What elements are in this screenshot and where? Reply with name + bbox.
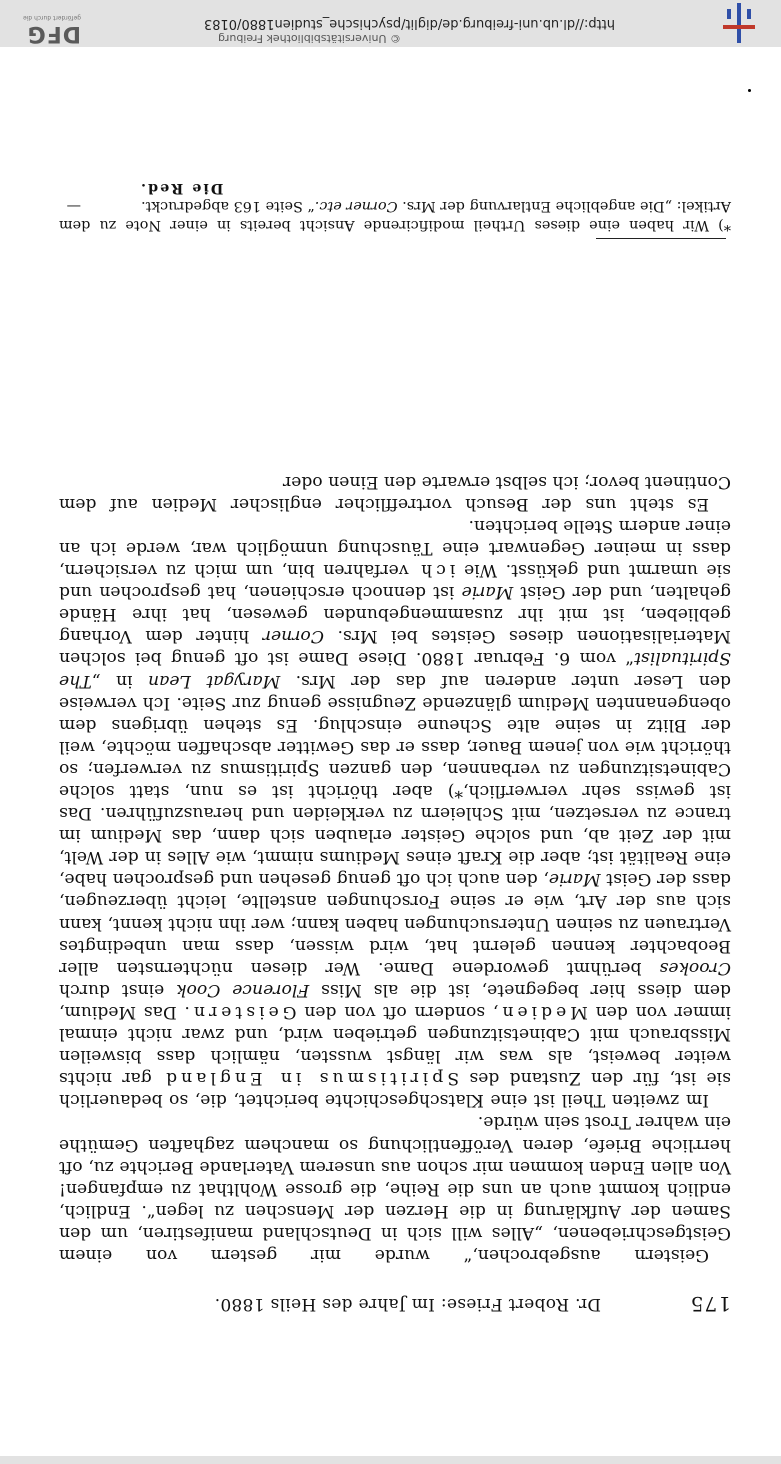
source-url-link[interactable]: http://dl.ub.uni-freiburg.de/diglit/psychische_studien1880/0183 (203, 16, 615, 31)
text-run: , den auch ich oft genug gesehen und gesprochen habe, eine Realität ist; aber die Kraft eines Mediums nimmt, wie Alles in der Welt, mit der Zeit ab, und solche Geister erlauben sich dann, das Medium im trance zu versetzen, mit Schleiern zu verkleiden und herauszuführen. Das ist gewiss sehr verwerflich,*) aber thöricht ist es nun, statt solche Cabinetsitzungen zu verbannen, den ganzen Spiritismus zu verwerfen; so thöricht wie von jenem Bauer, dass er das Gewitter abschaffen möchte, weil der Blitz in seine alte Scheune einschlug. Es stehen übrigens dem obengenannten Medium glänzende Zeugnisse genug zur Seite. Ich verweise den Leser unter anderen auf das der Mrs. (59, 670, 731, 890)
running-head (85, 1286, 731, 1316)
footnote (59, 179, 731, 235)
footnote-italic: Corner etc. (314, 198, 398, 215)
spaced-text: Geistern (189, 1001, 297, 1022)
italic-text: Marie (461, 582, 514, 603)
spaced-text: Medien (498, 1001, 588, 1022)
text-run: einst durch (59, 979, 177, 1000)
ub-freiburg-logo-icon (719, 3, 759, 43)
text-run: , sondern oft von den (296, 1001, 499, 1022)
spaced-text: Spiritismus in England (162, 1068, 460, 1089)
spaced-text: ich (417, 560, 456, 581)
footnote-text-end: “ Seite 163 abgedruckt. (141, 198, 315, 215)
text-run: hinter dem Vorhang geblieben, ist mit ihr zusammengebunden gewesen, hat ihre Hände gehalten, und der Geist (58, 582, 731, 647)
running-title: Dr. Robert Friese: Im Jahre des Heils 1880. (214, 1294, 601, 1314)
italic-text: Marie (548, 869, 601, 890)
text-run: Geistern ausgebrochen,“ wurde mir gestern von einem Geistgeschriebenen, „Alles will sich in Deutschland manifestiren, um den Samen der Aufklärung in die Herzen der Menschen zu legen“. Endlich, endlich kommt auch an uns die Reihe, die grosse Wohlthat zu empfangen! Von allen Enden kommen mir schon aus unserem Vaterlande Berichte zu, oft herrliche Briefe, deren Veröffentlichung so manchem zaghaften Gemüthe ein wahrer Trost sein würde. (59, 1112, 731, 1265)
italic-text: Marygat Lean (147, 670, 281, 691)
italic-text: The Spiritualist (59, 648, 731, 691)
text-run: gar nichts weiter beweist, als was wir längst wussten, nämlich dass bisweilen Missbrauch mit Cabinetsitzungen getrieben wird, und zwar nicht einmal immer von den (58, 1001, 731, 1089)
dfg-logo (3, 14, 81, 45)
page-number: 175 (689, 1292, 731, 1316)
italic-text: Crookes (659, 957, 731, 978)
paragraph (59, 515, 731, 1112)
dfg-subline: gefördert durch die (23, 14, 81, 21)
footer-bar (0, 0, 781, 47)
paragraph (59, 471, 731, 515)
dfg-logo-text: DFG (26, 21, 81, 46)
text-run: in „ (91, 670, 148, 691)
viewer-bottom-strip (0, 1456, 781, 1464)
italic-text: Corner (262, 626, 324, 647)
text-run: verfahren bin, um mich zu versichern, dass in meiner Gegenwart eine Täuschung unmöglich war, werde ich an einer andern Stelle berichten. (58, 515, 731, 581)
text-run: . Das Medium, dem diess hier begegnete, ist die als Miss (59, 979, 731, 1022)
body-text (59, 471, 731, 1266)
paragraph (59, 1111, 731, 1266)
text-run: “ vom 6. Februar 1880. Diese Dame ist oft genug bei solchen Materialisationen dieses Geistes bei Mrs. (59, 626, 731, 669)
text-run: Im zweiten Theil ist eine Klatschgeschichte berichtet, die, so bedauerlich sie ist, für den Zustand des (59, 1068, 731, 1111)
footnote-text-start: *) Wir haben eine dieses Urtheil modificirende Ansicht bereits in einer Note zu dem Artikel: „Die angebliche Entlarvung der Mrs. (59, 198, 731, 233)
copyright-text: © Universitätsbibliothek Freiburg (218, 32, 401, 45)
italic-text: Florence Cook (176, 979, 310, 1000)
footnote-signature: Die Red. (139, 180, 224, 197)
text-run: berühmt gewordene Dame. Wer diesen nüchternsten aller Beobachter kennen gelernt hat, wird wissen, dass man unbedingtes Vertrauen zu seinen Untersuchungen haben kann; wer ihn nicht kennt, kann sich aus der Art, wie er seine Forschungen anstellte, leicht überzeugen, dass der Geist (59, 869, 731, 978)
footnote-dash: — (66, 198, 81, 215)
footnote-rule (596, 238, 726, 239)
text-run: Es steht uns der Besuch vortrefflicher englischer Medien auf dem Continent bevor; ich selbst erwarte den Einen oder (59, 471, 731, 514)
text-run: ist dennoch erschienen, hat gesprochen und sie umarmt und geküsst. Wie (59, 560, 731, 603)
speck (748, 89, 751, 92)
